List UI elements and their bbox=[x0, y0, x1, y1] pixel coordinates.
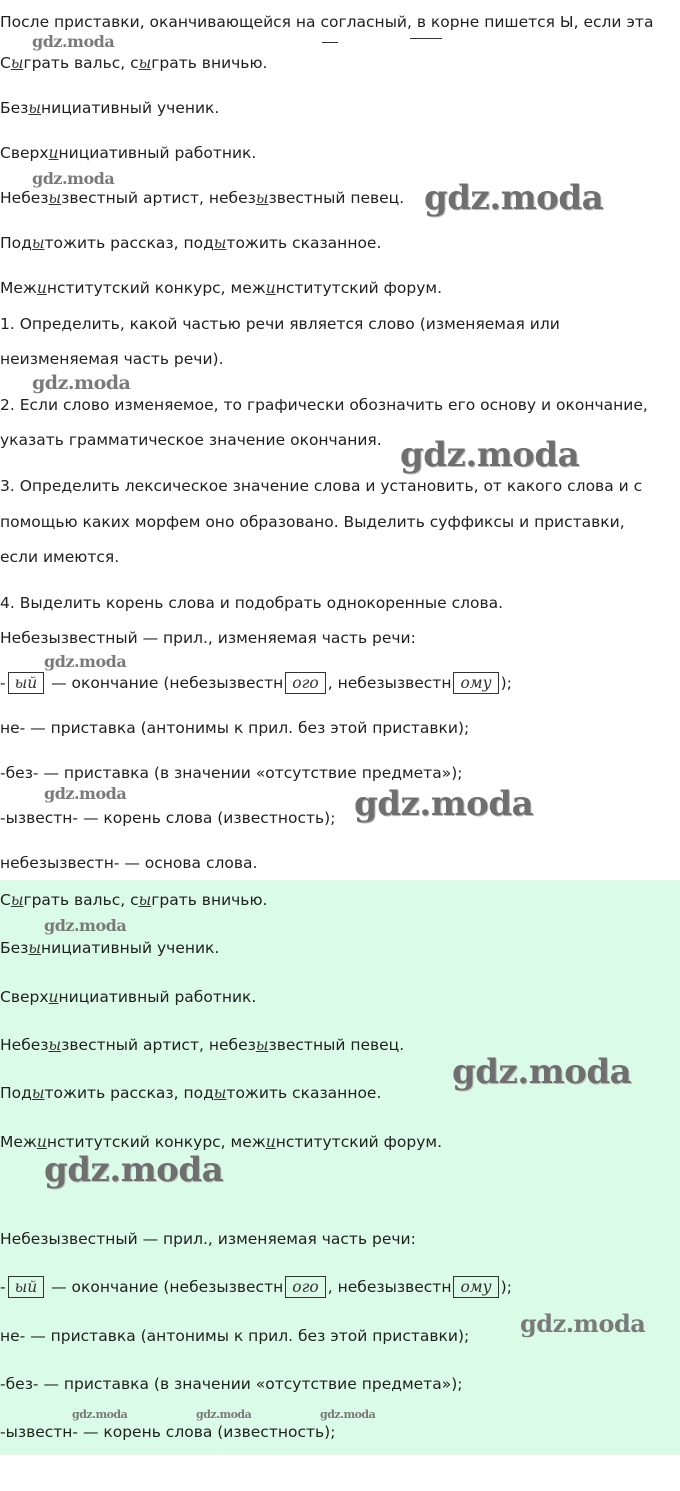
watermark: gdz.moda bbox=[44, 1150, 224, 1190]
example-line: Безынициативный ученик. bbox=[0, 939, 220, 957]
parse-line: -без- — приставка (в значении «отсутствие предмета»); bbox=[0, 1375, 463, 1393]
watermark: gdz.moda bbox=[44, 916, 127, 935]
parse-line: -ызвестн- — корень слова (известность); bbox=[0, 1423, 336, 1441]
watermark: gdz.moda bbox=[72, 1408, 128, 1421]
parse-line: Небезызвестный — прил., изменяемая часть речи: bbox=[0, 629, 416, 647]
parse-line: - ый — окончание (небезызвестн ого , небезызвестн ому ); bbox=[0, 674, 512, 692]
watermark: gdz.moda bbox=[320, 1408, 376, 1421]
step-text: 2. Если слово изменяемое, то графически обозначить его основу и окончание, bbox=[0, 396, 648, 414]
ending-box: ый bbox=[8, 672, 45, 694]
parse-line: не- — приставка (антонимы к прил. без этой приставки); bbox=[0, 719, 470, 737]
example-line: Сверхинициативный работник. bbox=[0, 144, 257, 162]
example-line: Межинститутский конкурс, межинститутский форум. bbox=[0, 1133, 443, 1151]
step-text: указать грамматическое значение окончания. bbox=[0, 431, 382, 449]
example-line: Небезызвестный артист, небезызвестный певец. bbox=[0, 1036, 405, 1054]
example-line: Небезызвестный артист, небезызвестный певец. bbox=[0, 189, 405, 207]
step-text: помощью каких морфем оно образовано. Выделить суффиксы и приставки, bbox=[0, 513, 625, 531]
watermark: gdz.moda bbox=[196, 1408, 252, 1421]
watermark: gdz.moda bbox=[400, 435, 580, 475]
parse-line: небезызвестн- — основа слова. bbox=[0, 854, 258, 872]
intro-text: После приставки, оканчивающейся на согласный, в корне пишется Ы, если эта bbox=[0, 13, 654, 31]
watermark: gdz.moda bbox=[452, 1052, 632, 1092]
ending-box: ого bbox=[285, 672, 326, 694]
ending-box: ому bbox=[453, 1276, 498, 1298]
step-text: 3. Определить лексическое значение слова и установить, от какого слова и с bbox=[0, 477, 643, 495]
dash-mark bbox=[322, 42, 338, 43]
parse-line: -без- — приставка (в значении «отсутствие предмета»); bbox=[0, 764, 463, 782]
watermark: gdz.moda bbox=[32, 32, 115, 51]
step-text: 4. Выделить корень слова и подобрать однокоренные слова. bbox=[0, 594, 504, 612]
ending-box: ому bbox=[453, 672, 498, 694]
watermark: gdz.moda bbox=[32, 169, 115, 188]
watermark: gdz.moda bbox=[44, 652, 127, 671]
example-line: Безынициативный ученик. bbox=[0, 99, 220, 117]
parse-line: - ый — окончание (небезызвестн ого , небезызвестн ому ); bbox=[0, 1278, 512, 1296]
example-line: Сверхинициативный работник. bbox=[0, 988, 257, 1006]
parse-line: -ызвестн- — корень слова (известность); bbox=[0, 809, 336, 827]
example-line: Сыграть вальс, сыграть вничью. bbox=[0, 54, 268, 72]
example-line: Подытожить рассказ, подытожить сказанное. bbox=[0, 234, 382, 252]
watermark: gdz.moda bbox=[354, 784, 534, 824]
step-text: если имеются. bbox=[0, 548, 120, 566]
ending-box: ого bbox=[285, 1276, 326, 1298]
ending-box: ый bbox=[8, 1276, 45, 1298]
parse-line: не- — приставка (антонимы к прил. без этой приставки); bbox=[0, 1327, 470, 1345]
dash-mark bbox=[410, 38, 442, 39]
step-text: неизменяемая часть речи). bbox=[0, 350, 224, 368]
watermark: gdz.moda bbox=[44, 784, 127, 803]
step-text: 1. Определить, какой частью речи является слово (изменяемая или bbox=[0, 315, 560, 333]
watermark: gdz.moda bbox=[424, 178, 604, 218]
watermark: gdz.moda bbox=[520, 1309, 646, 1338]
example-line: Межинститутский конкурс, межинститутский форум. bbox=[0, 279, 443, 297]
example-line: Подытожить рассказ, подытожить сказанное. bbox=[0, 1084, 382, 1102]
example-line: Сыграть вальс, сыграть вничью. bbox=[0, 891, 268, 909]
parse-line: Небезызвестный — прил., изменяемая часть речи: bbox=[0, 1230, 416, 1248]
watermark: gdz.moda bbox=[32, 372, 131, 394]
